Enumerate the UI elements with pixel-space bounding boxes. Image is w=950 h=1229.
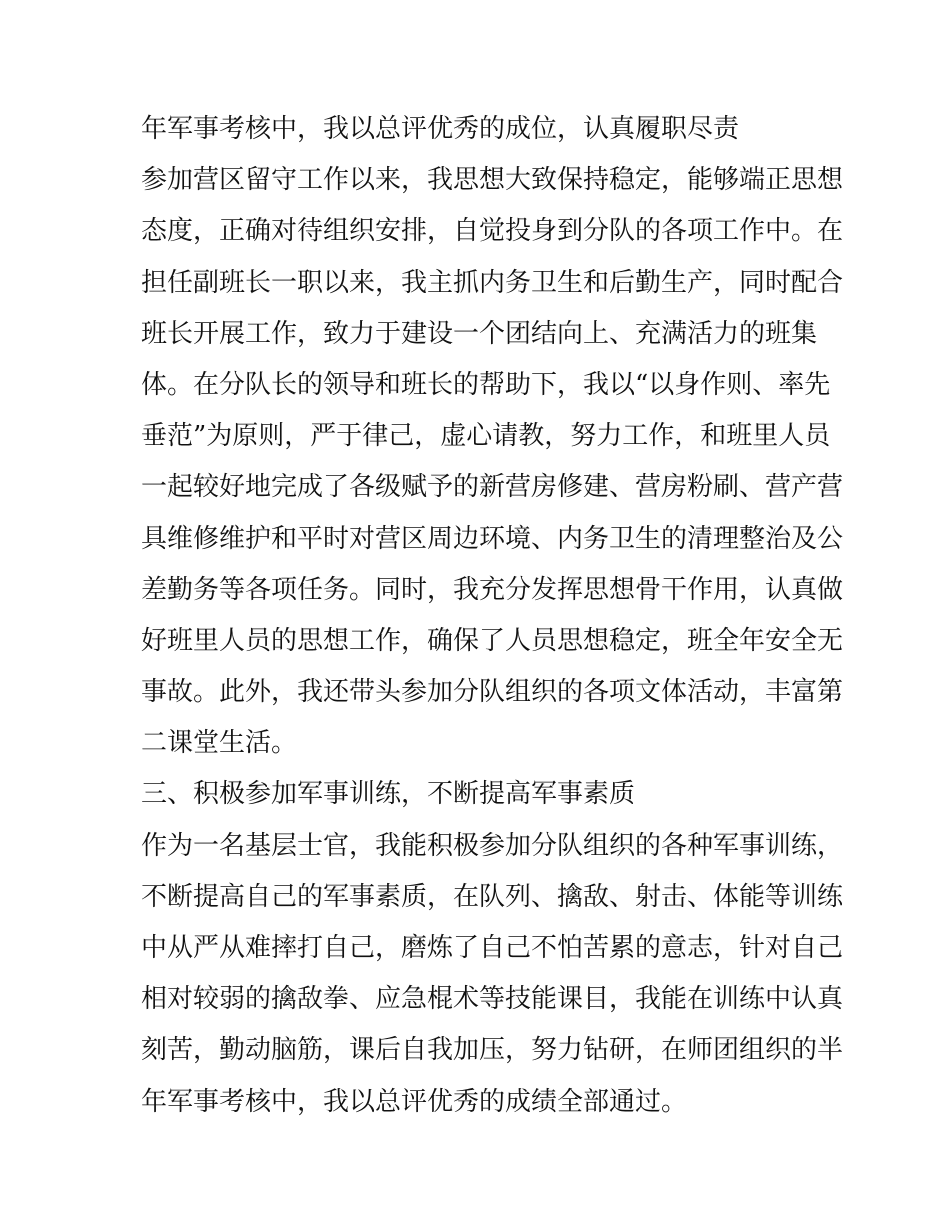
text-line: 刻苦，勤动脑筋，课后自我加压，努力钻研，在师团组织的半 <box>141 1035 844 1066</box>
text-line: 好班里人员的思想工作，确保了人员思想稳定，班全年安全无 <box>141 625 844 656</box>
text-line: 一起较好地完成了各级赋予的新营房修建、营房粉刷、营产营 <box>141 472 844 503</box>
text-line: 体。在分队长的领导和班长的帮助下，我以“以身作则、率先 <box>141 369 831 400</box>
text-line: 作为一名基层士官，我能积极参加分队组织的各种军事训练， <box>141 830 844 861</box>
text-line: 事故。此外，我还带头参加分队组织的各项文体活动，丰富第 <box>141 677 844 708</box>
text-line: 具维修维护和平时对营区周边环境、内务卫生的清理整治及公 <box>141 523 844 554</box>
document-body <box>141 110 844 1134</box>
text-line: 态度，正确对待组织安排，自觉投身到分队的各项工作中。在 <box>141 216 844 247</box>
text-line: 担任副班长一职以来，我主抓内务卫生和后勤生产，同时配合 <box>141 267 844 298</box>
text-line: 不断提高自己的军事素质，在队列、擒敌、射击、体能等训练 <box>141 881 844 912</box>
text-line: 垂范”为原则，严于律己，虚心请教，努力工作，和班里人员 <box>141 421 831 452</box>
text-line: 中从严从难摔打自己，磨炼了自己不怕苦累的意志，针对自己 <box>141 933 844 963</box>
section-heading: 三、积极参加军事训练，不断提高军事素质 <box>141 779 636 810</box>
text-line: 二课堂生活。 <box>141 728 298 759</box>
text-line: 差勤务等各项任务。同时，我充分发挥思想骨干作用，认真做 <box>141 574 844 605</box>
text-line: 年军事考核中，我以总评优秀的成位，认真履职尽责 <box>141 114 740 144</box>
text-line: 班长开展工作，致力于建设一个团结向上、充满活力的班集 <box>141 318 818 349</box>
text-line: 参加营区留守工作以来，我思想大致保持稳定，能够端正思想 <box>141 165 844 196</box>
text-line: 相对较弱的擒敌拳、应急棍术等技能课目，我能在训练中认真 <box>141 984 844 1015</box>
text-line: 年军事考核中，我以总评优秀的成绩全部通过。 <box>141 1086 688 1117</box>
